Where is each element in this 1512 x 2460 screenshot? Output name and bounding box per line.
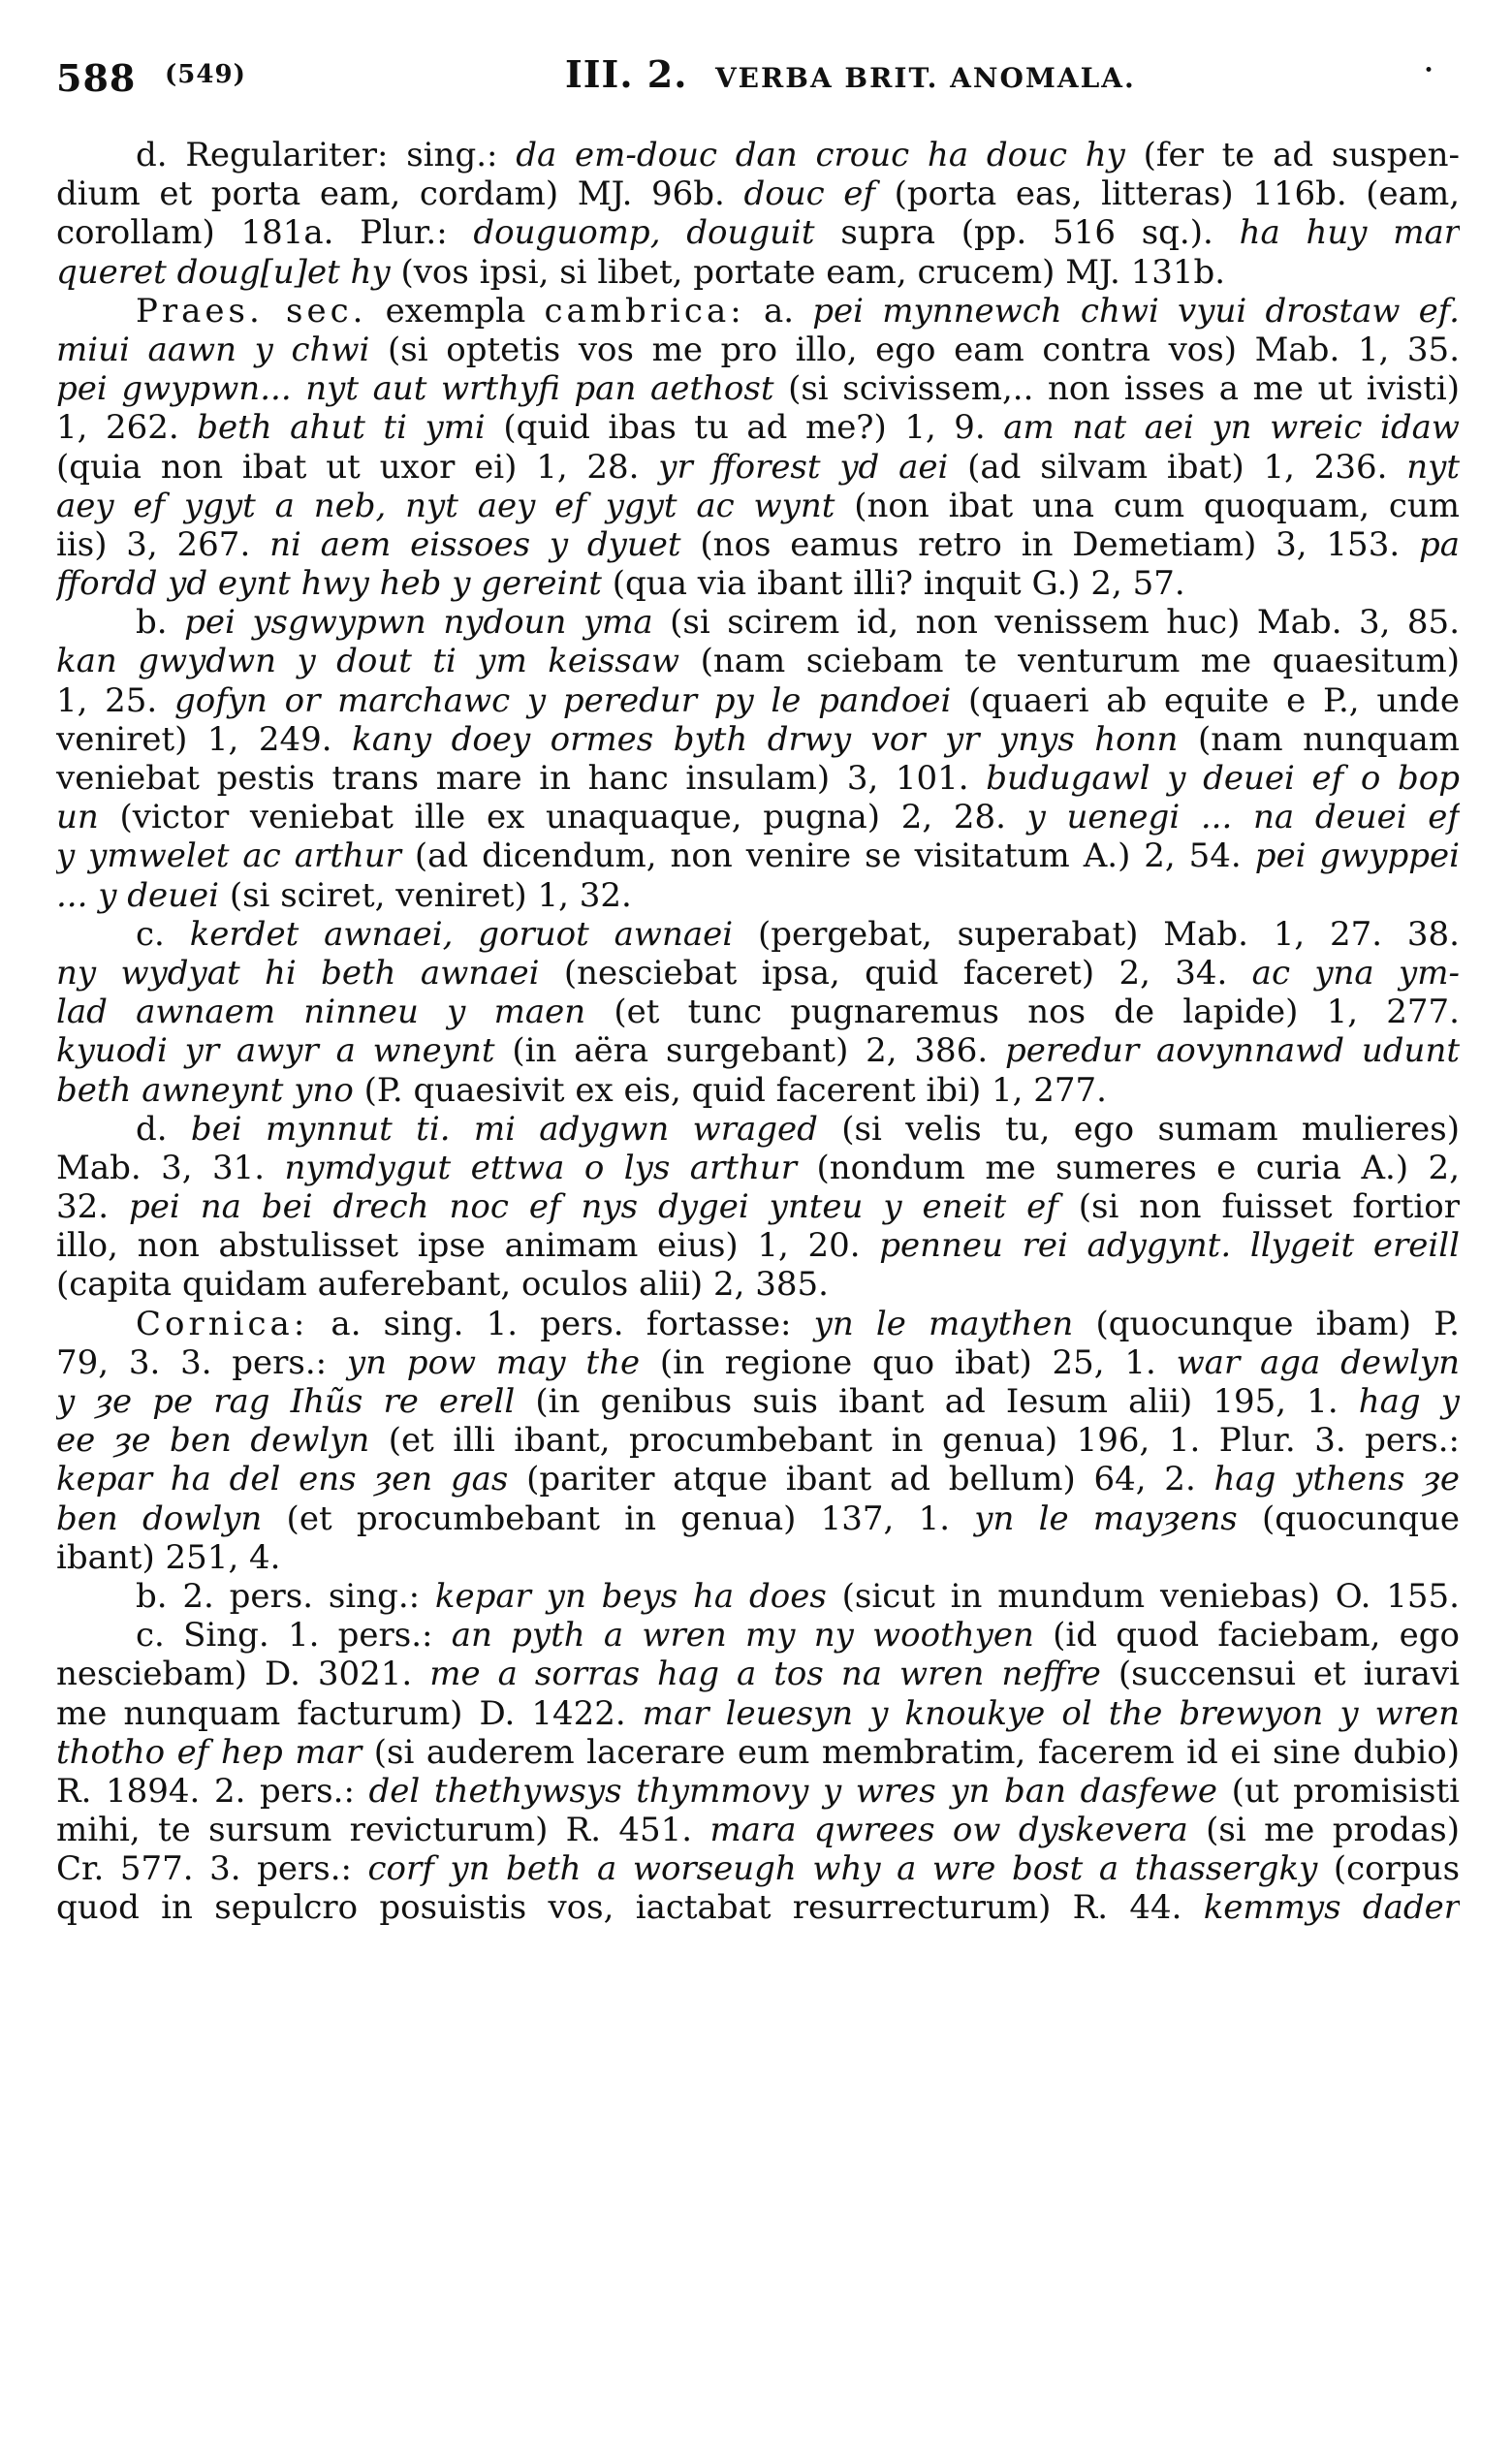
italic-segment: gofyn or marchawc y peredur py le pandoei (173, 680, 952, 720)
italic-segment: nymdygut ettwa o lys arthur (284, 1148, 798, 1187)
text-segment: (nondum me sumeres e curia A.) 2, (797, 1148, 1460, 1187)
text-segment: (succensui et iuravi (1100, 1655, 1460, 1694)
text-segment: (non ibat una cum quoquam, cum (835, 486, 1460, 525)
text-line (56, 642, 1460, 680)
text-segment: (ut promisisti (1217, 1771, 1460, 1811)
text-segment: exempla (366, 291, 545, 331)
text-segment: (si optetis vos me pro illo, ego eam contra vos) Mab. 1, 35. (369, 330, 1460, 369)
italic-segment: penneu rei adygynt. llygeit ereill (879, 1226, 1460, 1266)
text-segment: R. 1894. 2. pers.: (56, 1771, 369, 1811)
text-segment: (si velis tu, ego sumam mulieres) (817, 1109, 1460, 1149)
text-segment: Cr. 577. 3. pers.: (56, 1849, 368, 1889)
text-segment: (qua via ibant illi? inquit G.) 2, 57. (601, 564, 1185, 604)
text-line (56, 1343, 1460, 1382)
italic-segment: aey ef ygyt a neb, nyt aey ef ygyt ac wynt (56, 486, 835, 525)
text-line (56, 1460, 1460, 1498)
text-segment: ibant) 251, 4. (56, 1537, 281, 1577)
text-segment: 79, 3. 3. pers.: (56, 1342, 347, 1382)
text-line (56, 1110, 1460, 1149)
title-main: VERBA BRIT. ANOMALA. (714, 62, 1136, 94)
text-line (56, 993, 1460, 1031)
italic-segment: corf yn beth a worseugh why a wre bost a thassergky (367, 1849, 1318, 1889)
text-line (56, 1655, 1460, 1693)
text-line (56, 564, 1460, 603)
text-segment: cambrica: (544, 291, 745, 331)
text-line (56, 213, 1460, 252)
text-segment: c. Sing. 1. pers.: (136, 1616, 452, 1656)
text-line (56, 136, 1460, 174)
text-segment: Mab. 3, 31. (56, 1148, 285, 1187)
text-line (56, 1733, 1460, 1772)
italic-segment: lad awnaem ninneu y maen (56, 993, 586, 1032)
text-segment: quod in sepulcro posuistis vos, iactabat resurrecturum) R. 44. (56, 1888, 1204, 1928)
italic-segment: y ymwelet ac arthur (56, 836, 401, 876)
italic-segment: budugawl y deuei ef o bop (986, 759, 1460, 798)
text-segment: (vos ipsi, si libet, portate eam, crucem) MJ. 131b. (390, 252, 1226, 292)
text-segment: (sicut in mundum veniebas) O. 155. (826, 1576, 1460, 1616)
text-segment: (si auderem lacerare eum membratim, facerem id ei sine dubio) (362, 1732, 1460, 1772)
text-segment: (nam nunquam (1178, 719, 1460, 759)
text-line (56, 1265, 1460, 1304)
title-prefix: III. 2. (565, 52, 688, 96)
italic-segment: nyt (1406, 447, 1460, 487)
text-segment: me nunquam facturum) D. 1422. (56, 1693, 643, 1733)
text-segment: (ad silvam ibat) 1, 236. (948, 447, 1407, 487)
italic-segment: douguomp, douguit (473, 213, 815, 253)
text-segment: Praes. sec. (136, 291, 367, 331)
text-line (56, 369, 1460, 408)
text-line (56, 253, 1460, 292)
italic-segment: pei mynnewch chwi vyui drostaw ef. (812, 291, 1460, 331)
text-segment: (nos eamus retro in Demetiam) 3, 153. (680, 524, 1419, 564)
text-segment: (quaeri ab equite e P., unde (951, 680, 1460, 720)
italic-segment: mara qwrees ow dyskevera (709, 1811, 1188, 1850)
text-segment: (et procumbebant in genua) 137, 1. (262, 1498, 975, 1538)
text-segment: (in aëra surgebant) 2, 386. (494, 1031, 1005, 1071)
text-segment: nesciebam) D. 3021. (56, 1655, 430, 1694)
text-line (56, 1421, 1460, 1460)
text-segment: 32. (56, 1187, 130, 1227)
text-segment: 1, 25. (56, 680, 174, 720)
text-segment: (quocunque ibam) P. (1073, 1304, 1460, 1343)
text-segment: dium et porta eam, cordam) MJ. 96b. (56, 174, 744, 214)
text-line (56, 1031, 1460, 1070)
text-segment: d. Regulariter: sing.: (136, 136, 517, 174)
italic-segment: yn le maythen (813, 1304, 1074, 1343)
text-line (56, 876, 1460, 915)
text-segment: b. (136, 603, 185, 643)
text-line (56, 1577, 1460, 1616)
text-segment: (si non fuisset fortior (1057, 1187, 1460, 1227)
italic-segment: pei na bei drech noc ef nys dygei ynteu y eneit ef (129, 1187, 1058, 1227)
italic-segment: me a sorras hag a tos na wren neffre (429, 1655, 1101, 1694)
text-segment: 1, 262. (56, 408, 198, 448)
italic-segment: kyuodi yr awyr a wneynt (56, 1031, 495, 1071)
text-line (56, 1694, 1460, 1733)
text-segment: (nesciebat ipsa, quid faceret) 2, 34. (539, 953, 1252, 993)
italic-segment: da em-douc dan crouc ha douc hy (516, 136, 1125, 174)
text-segment: c. (136, 914, 190, 954)
italic-segment: ... y deuei (56, 875, 220, 915)
text-line (56, 720, 1460, 759)
italic-segment: pei gwypwn... nyt aut wrthyfi pan aethost (56, 369, 774, 409)
italic-segment: peredur aovynnawd udunt (1004, 1031, 1460, 1071)
italic-segment: ben dowlyn (56, 1498, 263, 1538)
text-line (56, 525, 1460, 564)
italic-segment: hag y (1358, 1382, 1460, 1421)
text-segment: (fer te ad suspen- (1124, 136, 1460, 174)
text-line (56, 1305, 1460, 1343)
text-line (56, 603, 1460, 642)
italic-segment: queret doug[u]et hy (56, 252, 391, 292)
text-segment: supra (pp. 516 sq.). (814, 213, 1240, 253)
italic-segment: pa (1418, 524, 1460, 564)
italic-segment: un (56, 798, 99, 837)
text-segment: (corpus (1317, 1849, 1460, 1889)
text-segment: (si scirem id, non venissem huc) Mab. 3, 85. (652, 603, 1460, 643)
text-segment: veniret) 1, 249. (56, 719, 353, 759)
text-segment: a. (744, 291, 813, 331)
italic-segment: thotho ef hep mar (56, 1732, 362, 1772)
text-segment: (id quod faciebam, ego (1033, 1616, 1460, 1656)
text-segment: (P. quaesivit ex eis, quid facerent ibi) 1, 277. (353, 1070, 1107, 1110)
running-header (56, 47, 1462, 105)
text-line (56, 1187, 1460, 1226)
text-segment: a. sing. 1. pers. fortasse: (308, 1304, 814, 1343)
text-segment: mihi, te sursum revicturum) R. 451. (56, 1811, 710, 1850)
text-segment: illo, non abstulisset ipse animam eius) 1, 20. (56, 1226, 880, 1266)
text-line (56, 448, 1460, 487)
text-segment: b. 2. pers. sing.: (136, 1576, 435, 1616)
text-line (56, 1849, 1460, 1888)
text-line (56, 1071, 1460, 1110)
italic-segment: kan gwydwn y dout ti ym keissaw (56, 642, 680, 681)
text-segment: (si sciret, veniret) 1, 32. (219, 875, 632, 915)
text-line (56, 1226, 1460, 1265)
italic-segment: pei ysgwypwn nydoun yma (184, 603, 653, 643)
italic-segment: war aga dewlyn (1176, 1342, 1460, 1382)
italic-segment: kany doey ormes byth drwy vor yr ynys honn (352, 719, 1179, 759)
italic-segment: kepar ha del ens ȝen gas (56, 1460, 509, 1499)
italic-segment: ffordd yd eynt hwy heb y gereint (56, 564, 602, 604)
text-line (56, 408, 1460, 447)
italic-segment: yr fforest yd aei (658, 447, 949, 487)
text-line (56, 681, 1460, 720)
italic-segment: pei gwyppei (1254, 836, 1460, 876)
text-line (56, 1811, 1460, 1849)
italic-segment: kemmys dader (1203, 1888, 1460, 1928)
text-segment: (victor veniebat ille ex unaquaque, pugna) 2, 28. (98, 798, 1027, 837)
italic-segment: hag ythens ȝe (1213, 1460, 1460, 1499)
text-line (56, 954, 1460, 993)
italic-segment: am nat aei yn wreic idaw (1003, 408, 1460, 448)
text-segment: (pariter atque ibant ad bellum) 64, 2. (508, 1460, 1214, 1499)
italic-segment: kerdet awnaei, goruot awnaei (189, 914, 734, 954)
italic-segment: ny wydyat hi beth awnaei (56, 953, 540, 993)
italic-segment: ee ȝe ben dewlyn (56, 1421, 370, 1461)
text-line (56, 1149, 1460, 1187)
text-segment: (ad dicendum, non venire se visitatum A.) 2, 54. (400, 836, 1255, 876)
italic-segment: ac yna ym- (1251, 953, 1460, 993)
header-dot: · (1423, 48, 1436, 91)
text-line (56, 836, 1460, 875)
italic-segment: beth ahut ti ymi (197, 408, 486, 448)
text-segment: (in genibus suis ibant ad Iesum alii) 195, 1. (515, 1382, 1359, 1421)
text-segment: (quocunque (1237, 1498, 1460, 1538)
text-line (56, 1382, 1460, 1421)
text-segment: (et illi ibant, procumbebant in genua) 196, 1. Plur. 3. pers.: (369, 1421, 1460, 1461)
text-segment: (capita quidam auferebant, oculos alii) 2, 385. (56, 1265, 829, 1305)
page-number: 588 (56, 56, 137, 100)
text-line (56, 292, 1460, 331)
text-segment: (et tunc pugnaremus nos de lapide) 1, 277. (585, 993, 1460, 1032)
original-page-number: (549) (165, 60, 246, 89)
italic-segment: yn pow may the (346, 1342, 641, 1382)
text-line (56, 798, 1460, 836)
text-segment: (si me prodas) (1187, 1811, 1460, 1850)
text-segment: iis) 3, 267. (56, 524, 270, 564)
italic-segment: del thethywsys thymmovy y wres yn ban dasfewe (368, 1771, 1218, 1811)
text-segment: (porta eas, litteras) 116b. (eam, (874, 174, 1460, 214)
text-segment: Cornica: (136, 1304, 309, 1343)
running-title (565, 52, 1136, 96)
italic-segment: ha huy mar (1239, 213, 1460, 253)
italic-segment: bei mynnut ti. mi adygwn wraged (190, 1109, 818, 1149)
text-segment: d. (136, 1109, 191, 1149)
italic-segment: beth awneynt yno (56, 1070, 354, 1110)
text-segment: (quia non ibat ut uxor ei) 1, 28. (56, 447, 659, 487)
text-line (56, 174, 1460, 213)
text-segment: corollam) 181a. Plur.: (56, 213, 474, 253)
text-line (56, 1772, 1460, 1811)
text-segment: veniebat pestis trans mare in hanc insulam) 3, 101. (56, 759, 987, 798)
text-line (56, 1888, 1460, 1927)
text-line (56, 331, 1460, 369)
italic-segment: yn le mayȝens (974, 1498, 1238, 1538)
text-line (56, 915, 1460, 954)
text-segment: (in regione quo ibat) 25, 1. (640, 1342, 1177, 1382)
text-segment: (pergebat, superabat) Mab. 1, 27. 38. (733, 914, 1460, 954)
text-segment: (si scivissem,.. non isses a me ut ivisti) (773, 369, 1460, 409)
body-text (56, 136, 1460, 1928)
italic-segment: miui aawn y chwi (56, 330, 370, 369)
text-line (56, 1538, 1460, 1577)
text-segment: (nam sciebam te venturum me quaesitum) (679, 642, 1460, 681)
italic-segment: y ȝe pe rag Ihũs re erell (56, 1382, 516, 1421)
text-line (56, 759, 1460, 798)
italic-segment: an pyth a wren my ny woothyen (451, 1616, 1034, 1656)
italic-segment: douc ef (743, 174, 875, 214)
text-line (56, 1616, 1460, 1655)
text-line (56, 1499, 1460, 1538)
text-line (56, 487, 1460, 525)
italic-segment: mar leuesyn y knoukye ol the brewyon y wren (642, 1693, 1460, 1733)
italic-segment: kepar yn beys ha does (434, 1576, 827, 1616)
text-segment: (quid ibas tu ad me?) 1, 9. (485, 408, 1004, 448)
italic-segment: y uenegi ... na deuei ef (1026, 798, 1460, 837)
italic-segment: ni aem eissoes y dyuet (269, 524, 681, 564)
